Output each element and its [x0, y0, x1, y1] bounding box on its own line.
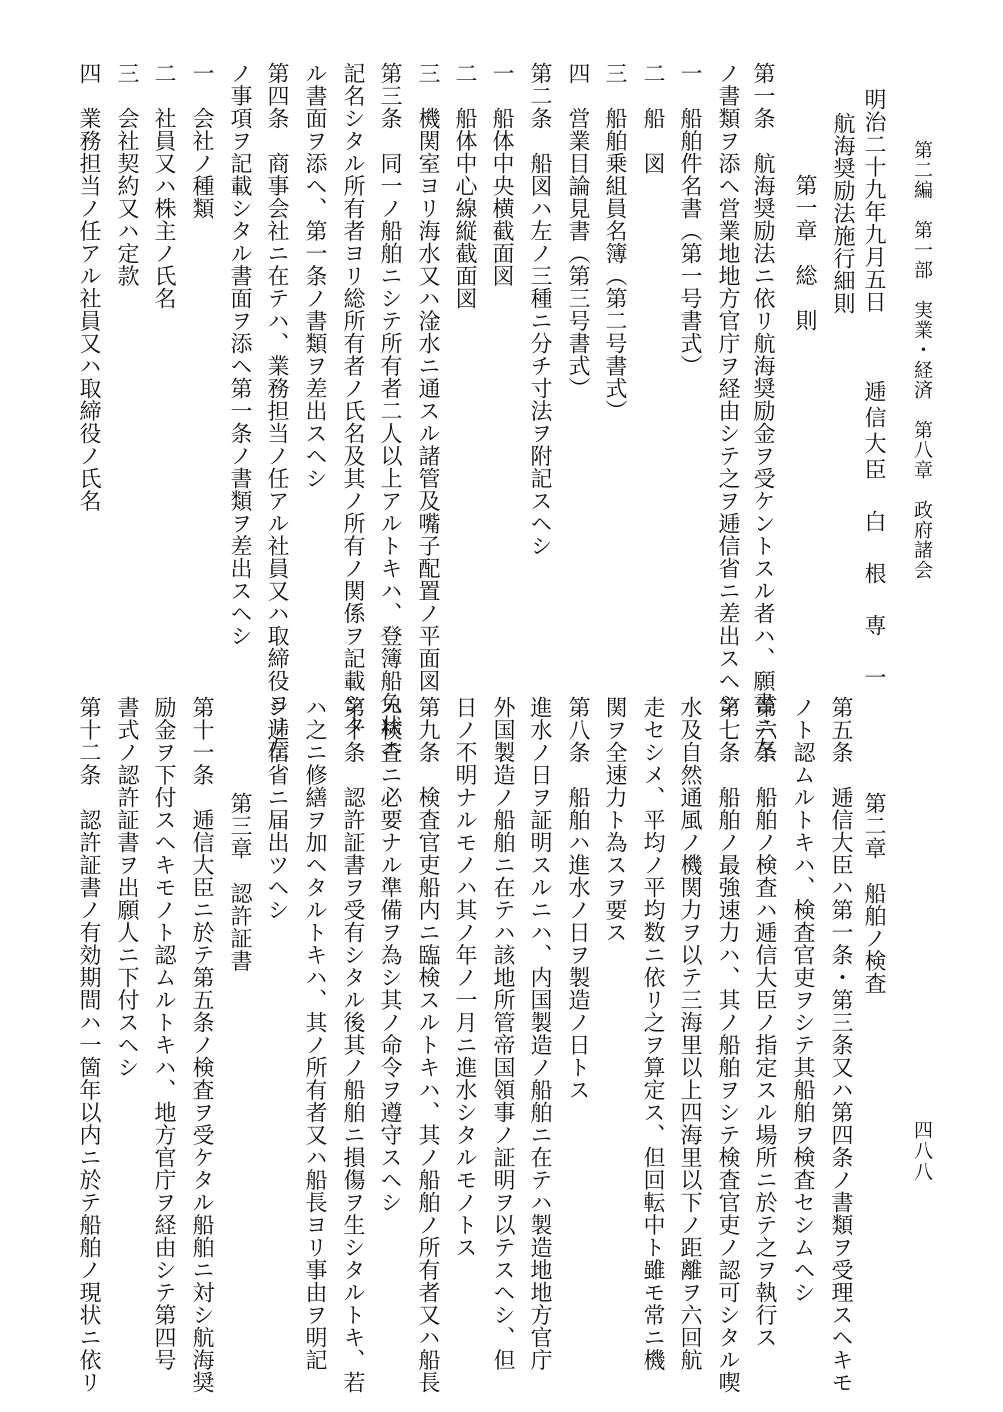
upper-line-article-3-cont-1: 記名シタル所有者ヨリ総所有者ノ氏名及其ノ所有ノ関係ヲ記載シタ	[340, 62, 365, 737]
upper-line-document-title: 航海奨励法施行細則	[830, 112, 855, 315]
upper-line-company-item-3: 三 会社契約又ハ定款	[114, 62, 139, 287]
running-head: 第二編 第一部 実業・経済 第八章 政府諸会	[911, 140, 933, 580]
upper-line-article-3: 第三条 同一ノ船舶ニシテ所有者二人以上アルトキハ、登簿船免状ニ	[377, 62, 402, 760]
lower-line-article-6: 第六条 船舶ノ検査ハ逓信大臣ノ指定スル場所ニ於テ之ヲ執行ス	[752, 696, 777, 1349]
lower-line-article-11-cont-1: 励金ヲ下付スヘキモノト認ムルトキハ、地方官庁ヲ経由シテ第四号	[151, 696, 176, 1371]
upper-line-article-4: 第四条 商事会社ニ在テハ、業務担当ノ任アル社員又ハ取締役ヨリ左	[264, 62, 289, 760]
upper-line-item-4: 四 営業目論見書（第三号書式）	[565, 62, 590, 400]
lower-line-article-7-cont-1: 水及自然通風ノ機関力ヲ以テ三海里以上四海里以下ノ距離ヲ六回航	[677, 696, 702, 1371]
lower-line-article-11-cont-2: 書式ノ認許証書ヲ出願人ニ下付スヘシ	[114, 696, 139, 1079]
upper-line-chapter-heading: 第一章 総 則	[792, 174, 817, 332]
upper-line-signatory: 逓信大臣 白 根 専 一	[861, 380, 886, 692]
upper-line-item-2: 二 船 図	[640, 62, 665, 175]
lower-line-article-7-cont-2: 走セシメ、平均ノ平均数ニ依リ之ヲ算定ス、但回転中ト雖モ常ニ機	[640, 696, 665, 1371]
upper-line-drawing-1: 一 船体中央横截面図	[489, 62, 514, 287]
upper-line-company-item-2: 二 社員又ハ株主ノ氏名	[151, 62, 176, 310]
lower-line-article-7-cont-3: 関ヲ全速力ト為スヲ要ス	[602, 696, 627, 944]
upper-line-article-1-cont: ノ書類ヲ添ヘ営業地地方官庁ヲ経由シテ之ヲ逓信省ニ差出スヘシ	[715, 62, 740, 715]
lower-line-article-8-cont-2: 外国製造ノ船舶ニ在テハ該地所管帝国領事ノ証明ヲ以テスヘシ、但	[490, 696, 515, 1371]
upper-line-article-4-cont: ノ事項ヲ記載シタル書面ヲ添ヘ第一条ノ書類ヲ差出スヘシ	[227, 62, 252, 647]
upper-line-company-item-1: 一 会社ノ種類	[189, 62, 214, 220]
lower-line-article-7: 第七条 船舶ノ最強速力ハ、其ノ船舶ヲシテ検査官吏ノ認可シタル喫	[715, 696, 740, 1394]
upper-line-drawing-2: 二 船体中心線縦截面図	[452, 62, 477, 310]
lower-line-article-8-cont-3: 日ノ不明ナルモノハ其ノ年ノ一月ニ進水シタルモノトス	[452, 696, 477, 1259]
lower-line-article-10: 第十条 認許証書ヲ受有シタル後其ノ船舶ニ損傷ヲ生シタルトキ、若	[340, 696, 365, 1394]
lower-line-article-5: 第五条 逓信大臣ハ第一条・第三条又ハ第四条ノ書類ヲ受理スヘキモ	[828, 696, 853, 1394]
lower-line-article-10-cont-1: ハ之ニ修繕ヲ加ヘタルトキハ、其ノ所有者又ハ船長ヨリ事由ヲ明記	[302, 696, 327, 1371]
upper-line-article-1: 第一条 航海奨励法ニ依リ航海奨励金ヲ受ケントスル者ハ、願書ニ左	[750, 62, 775, 760]
lower-line-article-5-cont: ノト認ムルトキハ、検査官吏ヲシテ其船舶ヲ検査セシムヘシ	[790, 696, 815, 1304]
upper-line-drawing-3: 三 機関室ヨリ海水又ハ淦水ニ通スル諸管及嘴子配置ノ平面図	[415, 62, 440, 692]
lower-line-article-10-cont-2: シ逓信省ニ届出ツヘシ	[264, 696, 289, 921]
lower-line-article-12: 第十二条 認許証書ノ有効期間ハ一箇年以内ニ於テ船舶ノ現状ニ依リ	[76, 696, 101, 1394]
upper-line-date: 明治二十九年九月五日	[861, 88, 886, 313]
lower-line-article-8-cont-1: 進水ノ日ヲ証明スルニハ、内国製造ノ船舶ニ在テハ製造地地方官庁	[527, 696, 552, 1371]
upper-line-company-item-4: 四 業務担当ノ任アル社員又ハ取締役ノ氏名	[76, 62, 101, 512]
upper-line-article-2: 第二条 船図ハ左ノ三種ニ分チ寸法ヲ附記スヘシ	[527, 62, 552, 557]
page-number: 四八八	[911, 1120, 933, 1183]
lower-line-chapter-3-heading: 第三章 認許証書	[227, 792, 252, 972]
upper-line-item-1: 一 船舶件名書（第一号書式）	[677, 62, 702, 377]
lower-line-article-11: 第十一条 逓信大臣ニ於テ第五条ノ検査ヲ受ケタル船舶ニ対シ航海奨	[189, 696, 214, 1394]
upper-line-article-3-cont-2: ル書面ヲ添ヘ、第一条ノ書類ヲ差出スヘシ	[302, 62, 327, 490]
lower-line-chapter-2-heading: 第二章 船舶ノ検査	[861, 792, 886, 995]
lower-line-article-9: 第九条 検査官吏船内ニ臨検スルトキハ、其ノ船舶ノ所有者又ハ船長	[415, 696, 440, 1394]
upper-line-item-3: 三 船舶乗組員名簿（第二号書式）	[602, 62, 627, 422]
lower-line-article-9-cont: ハ検査ニ必要ナル準備ヲ為シ其ノ命令ヲ遵守スヘシ	[377, 696, 402, 1214]
lower-line-article-8: 第八条 船舶ハ進水ノ日ヲ製造ノ日トス	[565, 696, 590, 1101]
